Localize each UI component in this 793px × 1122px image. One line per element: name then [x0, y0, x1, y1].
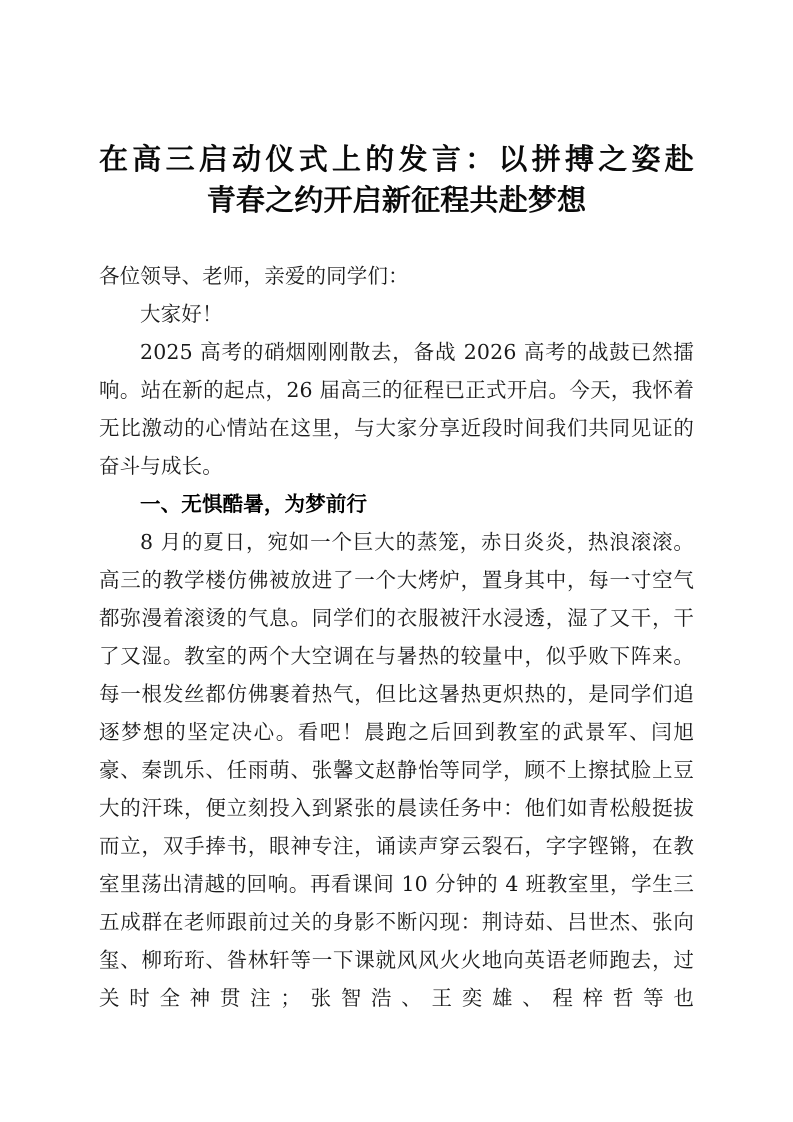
paragraph-salutation: 各位领导、老师，亲爱的同学们：	[99, 264, 409, 288]
page-title	[99, 139, 694, 221]
section-heading-1: 一、无惧酷暑，为梦前行	[140, 492, 368, 516]
paragraph-greeting: 大家好！	[140, 302, 223, 326]
paragraph-section-1-body: 8 月的夏日，宛如一个巨大的蒸笼，赤日炎炎，热浪滚滚。高三的教学楼仿佛被放进了一个大烤炉，置身其中，每一寸空气都弥漫着滚烫的气息。同学们的衣服被汗水浸透，湿了又干，干了又湿。教室的两个大空调在与暑热的较量中，似乎败下阵来。每一根发丝都仿佛裹着热气，但比这暑热更炽热的，是同学们追逐梦想的坚定决心。看吧！晨跑之后回到教室的武景军、闫旭豪、秦凯乐、任雨萌、张馨文赵静怡等同学，顾不上擦拭脸上豆大的汗珠，便立刻投入到紧张的晨读任务中：他们如青松般挺拔而立，双手捧书，眼神专注，诵读声穿云裂石，字字铿锵，在教室里荡出清越的回响。再看课间 10 分钟的 4 班教室里，学生三五成群在老师跟前过关的身影不断闪现：荆诗茹、吕世杰、张向玺、柳珩珩、昝林轩等一下课就风风火火地向英语老师跑去，过关时全神贯注；张智浩、王奕雄、程梓哲等也	[99, 530, 694, 1010]
paragraph-opening: 2025 高考的硝烟刚刚散去，备战 2026 高考的战鼓已然擂响。站在新的起点，26 届高三的征程已正式开启。今天，我怀着无比激动的心情站在这里，与大家分享近段时间我们共同见证的奋斗与成长。	[99, 340, 694, 478]
page-title-line-2: 青春之约开启新征程共赴梦想	[206, 183, 587, 217]
document-content	[99, 139, 694, 1017]
page-title-line-1: 在高三启动仪式上的发言：以拼搏之姿赴	[99, 142, 694, 176]
document-body	[99, 257, 694, 1017]
